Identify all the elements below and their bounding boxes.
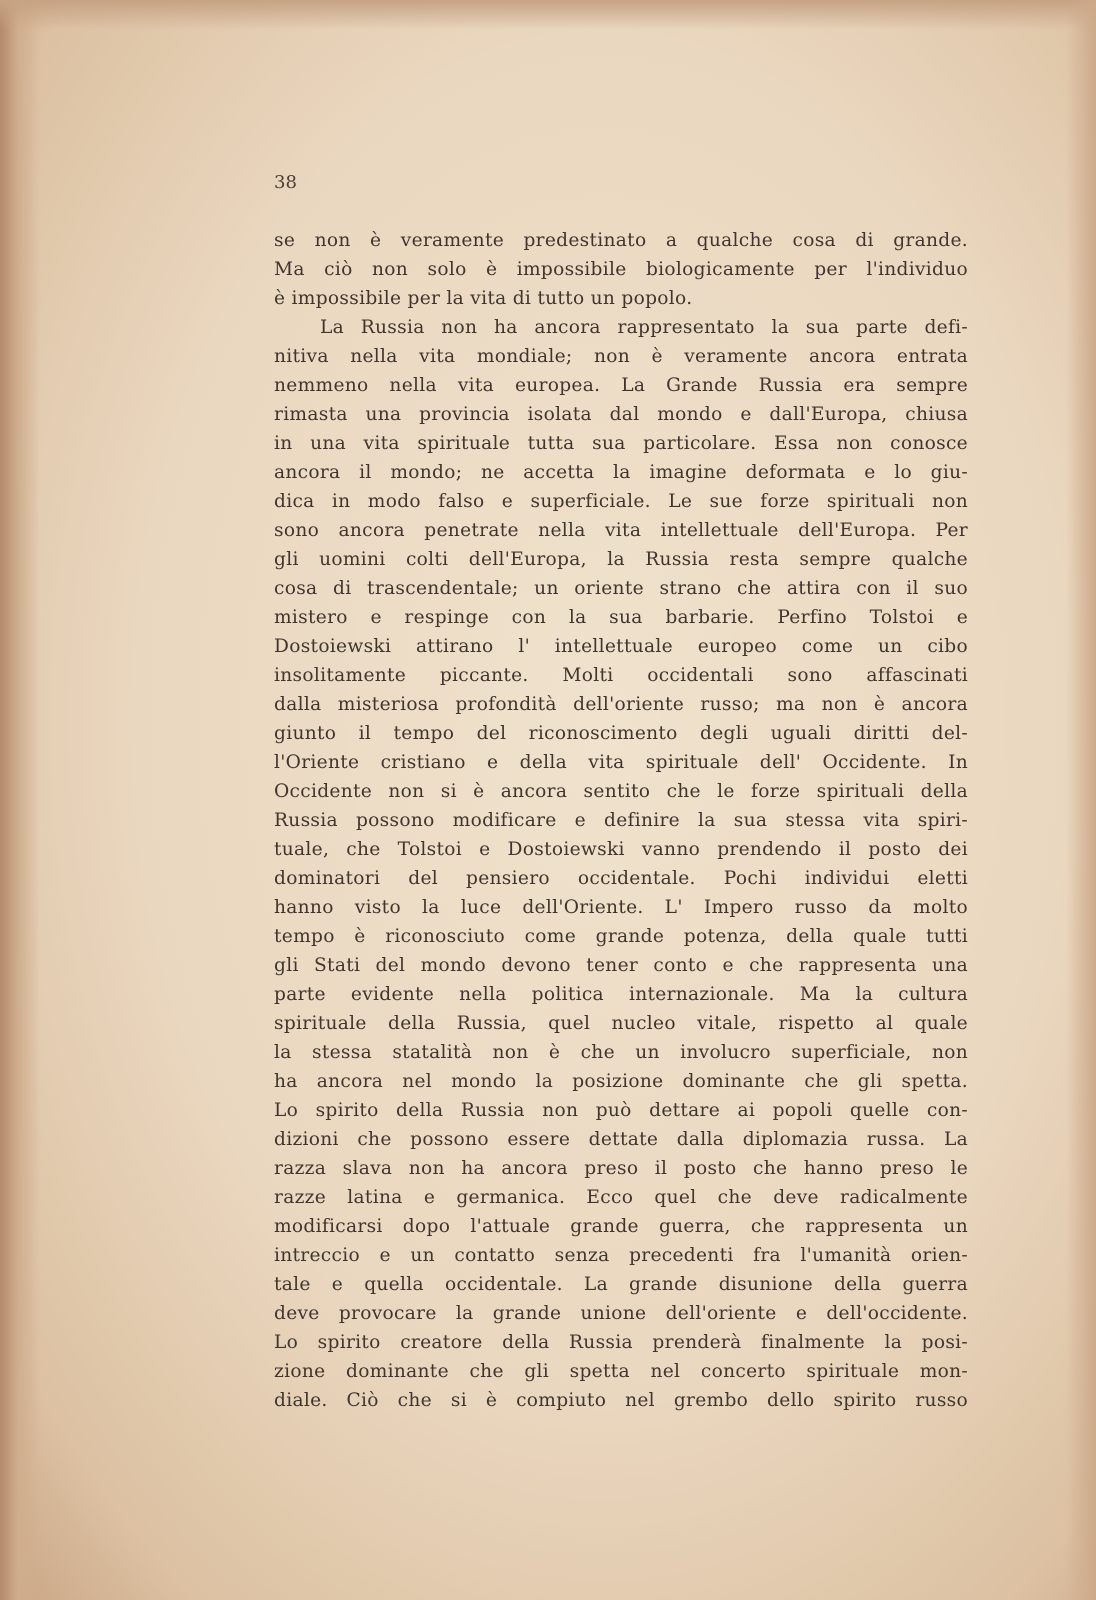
text-line: Lo spirito creatore della Russia prenderà finalmente la posi- (274, 1332, 968, 1353)
text-line: mistero e respinge con la sua barbarie. Perfino Tolstoi e (274, 607, 968, 628)
text-line: dominatori del pensiero occidentale. Pochi individui eletti (274, 868, 968, 889)
text-line: tale e quella occidentale. La grande disunione della guerra (274, 1274, 968, 1295)
text-line: in una vita spirituale tutta sua particolare. Essa non conosce (274, 433, 968, 454)
text-line: ha ancora nel mondo la posizione dominante che gli spetta. (274, 1071, 968, 1092)
text-line: Ma ciò non solo è impossibile biologicamente per l'individuo (274, 259, 968, 280)
text-line: zione dominante che gli spetta nel concerto spirituale mon- (274, 1361, 968, 1382)
text-line: intreccio e un contatto senza precedenti fra l'umanità orien- (274, 1245, 968, 1266)
text-line: cosa di trascendentale; un oriente strano che attira con il suo (274, 578, 968, 599)
page-number: 38 (274, 172, 297, 193)
text-line: è impossibile per la vita di tutto un popolo. (274, 288, 693, 309)
text-line: insolitamente piccante. Molti occidentali sono affascinati (274, 665, 968, 686)
text-line: giunto il tempo del riconoscimento degli uguali diritti del- (274, 723, 968, 744)
text-line: tuale, che Tolstoi e Dostoiewski vanno prendendo il posto dei (274, 839, 968, 860)
text-line: nitiva nella vita mondiale; non è veramente ancora entrata (274, 346, 968, 367)
text-line: dica in modo falso e superficiale. Le sue forze spirituali non (274, 491, 968, 512)
text-line: Russia possono modificare e definire la sua stessa vita spiri- (274, 810, 968, 831)
text-line: la stessa statalità non è che un involucro superficiale, non (274, 1042, 968, 1063)
text-line: dizioni che possono essere dettate dalla diplomazia russa. La (274, 1129, 968, 1150)
text-line: deve provocare la grande unione dell'oriente e dell'occidente. (274, 1303, 968, 1324)
body-text (274, 226, 968, 1415)
text-line: La Russia non ha ancora rappresentato la sua parte defi- (320, 317, 968, 338)
text-line: se non è veramente predestinato a qualche cosa di grande. (274, 230, 968, 251)
text-line: Occidente non si è ancora sentito che le forze spirituali della (274, 781, 968, 802)
text-line: gli Stati del mondo devono tener conto e che rappresenta una (274, 955, 968, 976)
text-line: spirituale della Russia, quel nucleo vitale, rispetto al quale (274, 1013, 968, 1034)
text-line: modificarsi dopo l'attuale grande guerra, che rappresenta un (274, 1216, 968, 1237)
text-line: dalla misteriosa profondità dell'oriente russo; ma non è ancora (274, 694, 968, 715)
text-line: gli uomini colti dell'Europa, la Russia resta sempre qualche (274, 549, 968, 570)
text-line: ancora il mondo; ne accetta la imagine deformata e lo giu- (274, 462, 968, 483)
text-line: razze latina e germanica. Ecco quel che deve radicalmente (274, 1187, 968, 1208)
text-line: Dostoiewski attirano l' intellettuale europeo come un cibo (274, 636, 968, 657)
page-shadow-right (1066, 0, 1096, 1600)
text-line: rimasta una provincia isolata dal mondo e dall'Europa, chiusa (274, 404, 968, 425)
text-line: tempo è riconosciuto come grande potenza, della quale tutti (274, 926, 968, 947)
text-line: Lo spirito della Russia non può dettare ai popoli quelle con- (274, 1100, 968, 1121)
text-line: hanno visto la luce dell'Oriente. L' Impero russo da molto (274, 897, 968, 918)
text-line: sono ancora penetrate nella vita intellettuale dell'Europa. Per (274, 520, 968, 541)
text-line: l'Oriente cristiano e della vita spirituale dell' Occidente. In (274, 752, 968, 773)
page-shadow-top (0, 0, 1096, 30)
text-line: parte evidente nella politica internazionale. Ma la cultura (274, 984, 968, 1005)
text-line: diale. Ciò che si è compiuto nel grembo dello spirito russo (274, 1390, 968, 1411)
text-line: nemmeno nella vita europea. La Grande Russia era sempre (274, 375, 968, 396)
text-line: razza slava non ha ancora preso il posto che hanno preso le (274, 1158, 968, 1179)
page-shadow-left (0, 0, 40, 1600)
